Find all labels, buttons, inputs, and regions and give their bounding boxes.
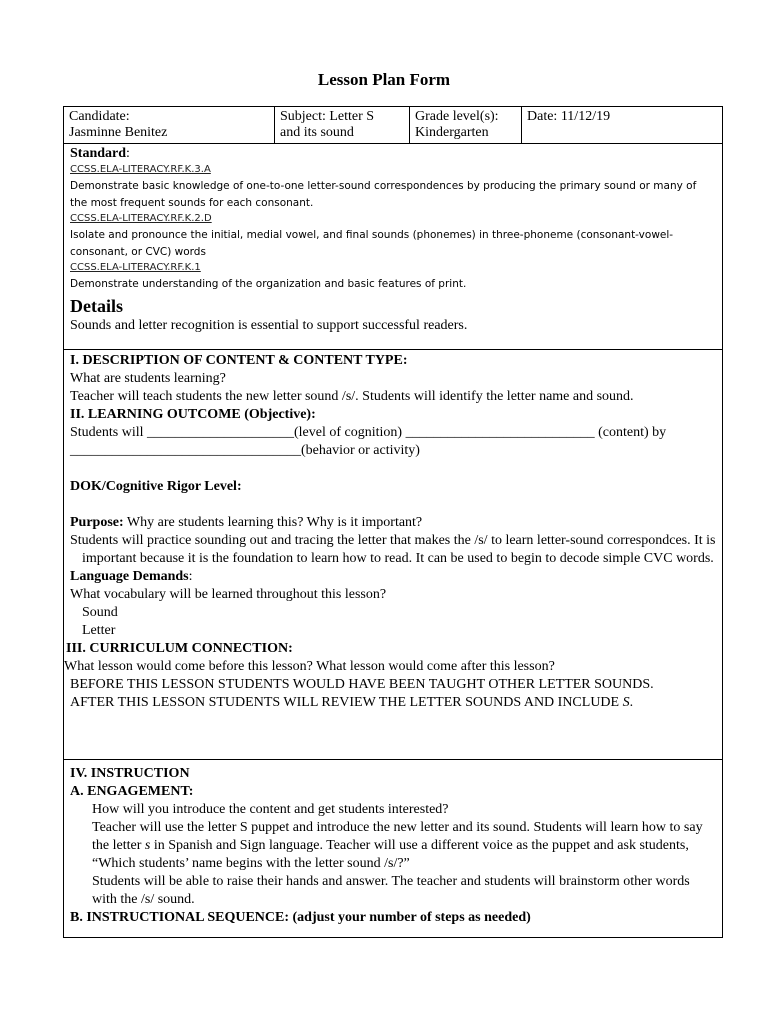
purpose-label: Purpose:	[70, 515, 124, 530]
standard-code-2[interactable]: CCSS.ELA-LITERACY.RF.K.2.D	[70, 213, 212, 224]
description-answer: Teacher will teach students the new letter sound /s/. Students will identify the letter name and sound.	[70, 389, 634, 404]
lesson-plan-table	[63, 106, 723, 938]
grade-label: Grade level(s):	[415, 109, 499, 124]
instruction-heading: IV. INSTRUCTION	[70, 766, 190, 781]
page-title: Lesson Plan Form	[317, 70, 451, 89]
standard-section	[64, 144, 722, 350]
purpose-question: Why are students learning this? Why is it important?	[123, 515, 423, 530]
outcome-line-1: Students will _____________________(level of cognition) ___________________________ (content) by	[70, 425, 667, 440]
sequence-heading: B. INSTRUCTIONAL SEQUENCE: (adjust your number of steps as needed)	[70, 910, 531, 925]
engagement-paragraph-2: Students will be able to raise their hands and answer. The teacher and students will brainstorm other words with the /s/ sound.	[92, 874, 690, 907]
outcome-line-2: _________________________________(behavior or activity)	[70, 443, 420, 458]
grade-value: Kindergarten	[415, 125, 489, 140]
standard-text-2: Isolate and pronounce the initial, medial vowel, and final sounds (phonemes) in three-phoneme (consonant-vowel-consonant, or CVC) words	[70, 229, 674, 258]
engagement-heading: A. ENGAGEMENT:	[70, 784, 194, 799]
standard-code-3[interactable]: CCSS.ELA-LITERACY.RF.K.1	[70, 262, 201, 273]
language-heading: Language Demands:	[70, 569, 193, 584]
before-lesson: BEFORE THIS LESSON STUDENTS WOULD HAVE BEEN TAUGHT OTHER LETTER SOUNDS.	[70, 677, 654, 692]
standard-text-1: Demonstrate basic knowledge of one-to-one letter-sound correspondences by producing the primary sound or many of the most frequent sounds for each consonant.	[70, 180, 697, 209]
date-value: Date: 11/12/19	[527, 109, 611, 124]
language-question: What vocabulary will be learned throughout this lesson?	[70, 587, 387, 602]
standard-code-1[interactable]: CCSS.ELA-LITERACY.RF.K.3.A	[70, 164, 211, 175]
subject-line2: and its sound	[280, 125, 354, 140]
details-text: Sounds and letter recognition is essential to support successful readers.	[70, 317, 468, 333]
grade-cell	[410, 107, 522, 143]
dok-label: DOK/Cognitive Rigor Level:	[70, 479, 242, 494]
purpose-answer: Students will practice sounding out and tracing the letter that makes the /s/ to learn letter-sound correspondces. It is important because it is the foundation to learn how to read. It can be used to begin to decode simple CVC words.	[70, 533, 716, 566]
vocab-item-sound: Sound	[82, 605, 118, 620]
header-row	[64, 107, 722, 144]
date-cell	[522, 107, 722, 143]
vocab-item-letter: Letter	[82, 623, 116, 638]
candidate-cell	[64, 107, 275, 143]
instruction-section	[64, 761, 722, 937]
engagement-paragraph-1: Teacher will use the letter S puppet and introduce the new letter and its sound. Students will learn how to say the letter s in Spanish and Sign language. Teacher will use a different voice as the puppet and ask students, “Which students’ name begins with the letter sound /s/?”	[92, 820, 703, 871]
outcome-heading: II. LEARNING OUTCOME (Objective):	[70, 407, 316, 422]
after-lesson: AFTER THIS LESSON STUDENTS WILL REVIEW THE LETTER SOUNDS AND INCLUDE S.	[70, 695, 634, 710]
details-heading: Details	[70, 295, 123, 316]
description-question: What are students learning?	[70, 371, 226, 386]
standard-heading: Standard:	[70, 146, 130, 161]
standard-text-3: Demonstrate understanding of the organization and basic features of print.	[70, 278, 467, 290]
curriculum-heading: III. CURRICULUM CONNECTION:	[66, 641, 293, 656]
description-heading: I. DESCRIPTION OF CONTENT & CONTENT TYPE:	[70, 353, 408, 368]
subject-cell	[275, 107, 410, 143]
subject-line1: Subject: Letter S	[280, 109, 375, 124]
content-section	[64, 351, 722, 760]
candidate-label: Candidate:	[69, 109, 130, 124]
candidate-name: Jasminne Benitez	[69, 125, 168, 140]
purpose-line	[70, 514, 716, 532]
curriculum-question: What lesson would come before this lesson? What lesson would come after this lesson?	[64, 659, 555, 674]
engagement-question: How will you introduce the content and get students interested?	[92, 802, 449, 817]
